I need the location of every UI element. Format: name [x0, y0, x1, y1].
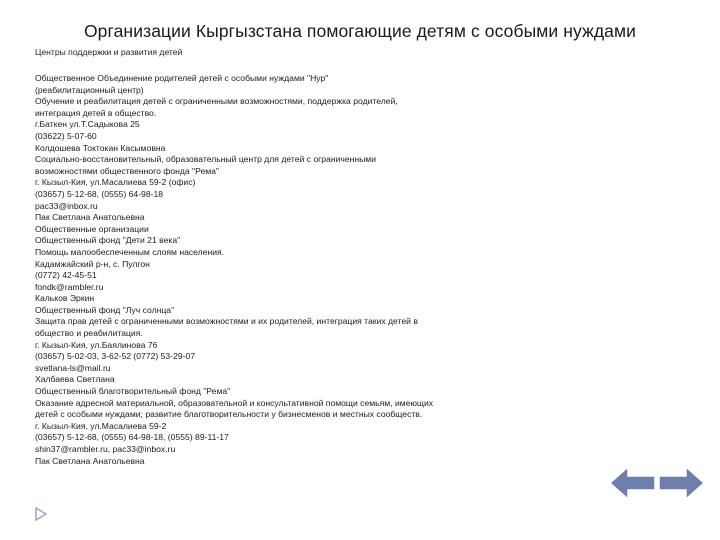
slide-navigation	[608, 463, 706, 503]
slide-title: Организации Кыргызстана помогающие детям с особыми нуждами	[83, 21, 637, 41]
text-line: (03657) 5-12-68, (0555) 64-98-18, (0555) 89-11-17	[35, 432, 229, 443]
arrow-left-icon	[608, 463, 657, 503]
text-line: г. Кызыл-Кия, ул.Масалиева 59-2 (офис)	[35, 177, 196, 188]
text-line: (реабилитационный центр)	[35, 84, 144, 95]
slide-subtitle: Центры поддержки и развития детей	[35, 47, 183, 57]
text-line: г.Баткен ул.Т.Садыкова 25	[35, 119, 140, 130]
text-line: (0772) 42-45-51	[35, 270, 97, 281]
text-line: Общественный фонд "Дети 21 века"	[35, 235, 181, 246]
arrow-right-icon	[657, 463, 706, 503]
text-line: Помощь малообеспеченным слоям населения.	[35, 246, 225, 257]
text-line: Общественный благотворительный фонд "Рема"	[35, 386, 231, 397]
text-line: shin37@rambler.ru, pac33@inbox.ru	[35, 444, 176, 454]
text-line: pac33@inbox.ru	[35, 200, 98, 211]
text-line: Пак Светлана Анатольевна	[35, 455, 145, 466]
text-line: общество и реабилитация.	[35, 328, 143, 339]
organization-list	[35, 73, 575, 467]
text-line: возможностями общественного фонда "Рема"	[35, 165, 219, 176]
text-line: Защита прав детей с ограниченными возможностями и их родителей, интеграция таких детей в	[35, 316, 418, 327]
next-slide-button[interactable]	[657, 463, 706, 503]
text-line: Социально-восстановительный, образовательный центр для детей с ограниченными	[35, 154, 377, 165]
text-line: Обучение и реабилитация детей с ограниченными возможностями, поддержка родителей,	[35, 96, 398, 107]
triangle-bullet-icon	[35, 507, 47, 521]
text-line: Кадамжайский р-н, с. Пулгон	[35, 258, 150, 269]
text-line: Халбаева Светлана	[35, 374, 115, 385]
text-line: Общественное Объединение родителей детей с особыми нуждами "Нур"	[35, 73, 329, 83]
text-line: г. Кызыл-Кия, ул.Масалиева 59-2	[35, 420, 167, 431]
text-line: (03657) 5-02-03, 3-62-52 (0772) 53-29-07	[35, 351, 196, 362]
text-line: Пак Светлана Анатольевна	[35, 212, 145, 223]
text-line: г. Кызыл-Кия, ул.Баялинова 76	[35, 339, 158, 350]
text-line: детей с особыми нуждами; развитие благотворительности у бизнесменов и местных сообществ.	[35, 409, 423, 420]
text-line: (03622) 5-07-60	[35, 130, 97, 141]
text-line: интеграция детей в общество.	[35, 107, 157, 118]
previous-slide-button[interactable]	[608, 463, 657, 503]
text-line: Кальков Эркин	[35, 293, 95, 304]
text-line: (03657) 5-12-68, (0555) 64-98-18	[35, 188, 164, 199]
text-line: svetlana-ls@mail.ru	[35, 362, 111, 373]
text-line: Колдошева Токтокан Касымовна	[35, 142, 166, 153]
text-line: Общественный фонд "Луч солнца"	[35, 304, 175, 315]
text-line: fondk@rambler.ru	[35, 281, 104, 292]
text-line: Оказание адресной материальной, образовательной и консультативной помощи семьям, имеющих	[35, 397, 434, 408]
text-line: Общественные организации	[35, 223, 149, 234]
